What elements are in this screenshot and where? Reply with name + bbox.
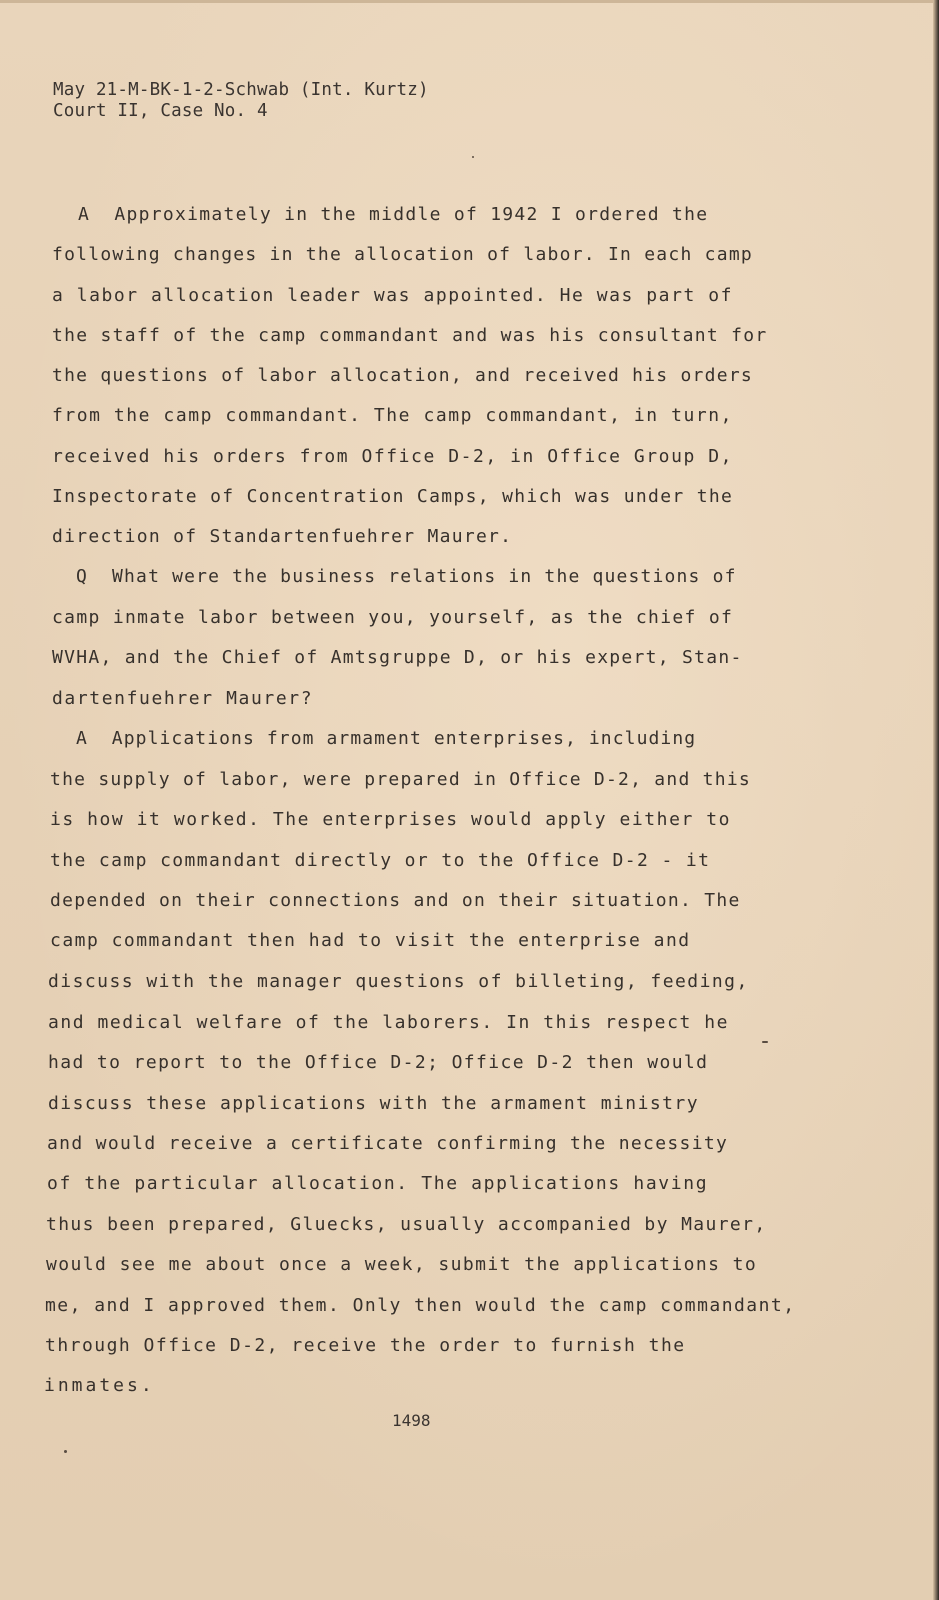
page-right-edge — [933, 0, 939, 1600]
document-header — [53, 80, 429, 122]
text-line: of the particular allocation. The applications having — [47, 1173, 709, 1194]
text-line: Q What were the business relations in the questions of — [76, 566, 737, 587]
text-line: and medical welfare of the laborers. In this respect he — [48, 1012, 729, 1033]
text-line: dartenfuehrer Maurer? — [52, 688, 314, 709]
text-line: a labor allocation leader was appointed. He was part of — [52, 285, 733, 306]
header-line-1: May 21-M-BK-1-2-Schwab (Int. Kurtz) — [53, 80, 429, 100]
text-line: A Applications from armament enterprises, including — [76, 728, 697, 749]
text-line: thus been prepared, Gluecks, usually accompanied by Maurer, — [46, 1214, 767, 1235]
text-line: depended on their connections and on their situation. The — [50, 890, 741, 911]
text-line: WVHA, and the Chief of Amtsgruppe D, or his expert, Stan- — [52, 647, 743, 668]
page-top-edge — [0, 0, 939, 3]
text-line: through Office D-2, receive the order to furnish the — [45, 1335, 686, 1356]
page-number: 1498 — [392, 1411, 431, 1430]
text-line: received his orders from Office D-2, in Office Group D, — [52, 446, 733, 467]
text-line: me, and I approved them. Only then would the camp commandant, — [45, 1295, 796, 1316]
text-line: camp inmate labor between you, yourself, as the chief of — [52, 607, 734, 628]
text-line: and would receive a certificate confirming the necessity — [47, 1133, 729, 1154]
text-line: the camp commandant directly or to the Office D-2 - it — [50, 850, 711, 871]
text-line: discuss with the manager questions of billeting, feeding, — [48, 971, 749, 992]
header-line-2: Court II, Case No. 4 — [53, 101, 268, 121]
paper-speck — [762, 1041, 768, 1043]
paper-speck — [472, 156, 474, 158]
text-line: is how it worked. The enterprises would apply either to — [50, 809, 731, 830]
text-line: the supply of labor, were prepared in Office D-2, and this — [50, 769, 751, 790]
text-line: would see me about once a week, submit the applications to — [46, 1254, 758, 1275]
text-line: direction of Standartenfuehrer Maurer. — [52, 526, 513, 547]
text-line: the staff of the camp commandant and was his consultant for — [52, 325, 768, 346]
text-line: camp commandant then had to visit the enterprise and — [50, 930, 691, 951]
text-line: inmates. — [44, 1375, 155, 1396]
text-line: following changes in the allocation of labor. In each camp — [52, 244, 753, 265]
text-line: A Approximately in the middle of 1942 I ordered the — [78, 204, 709, 225]
text-line: the questions of labor allocation, and received his orders — [52, 365, 753, 386]
text-line: had to report to the Office D-2; Office D-2 then would — [48, 1052, 709, 1073]
paper-speck — [64, 1450, 67, 1453]
text-line: discuss these applications with the armament ministry — [48, 1093, 700, 1114]
text-line: Inspectorate of Concentration Camps, which was under the — [52, 486, 734, 507]
text-line: from the camp commandant. The camp commandant, in turn, — [52, 405, 733, 426]
